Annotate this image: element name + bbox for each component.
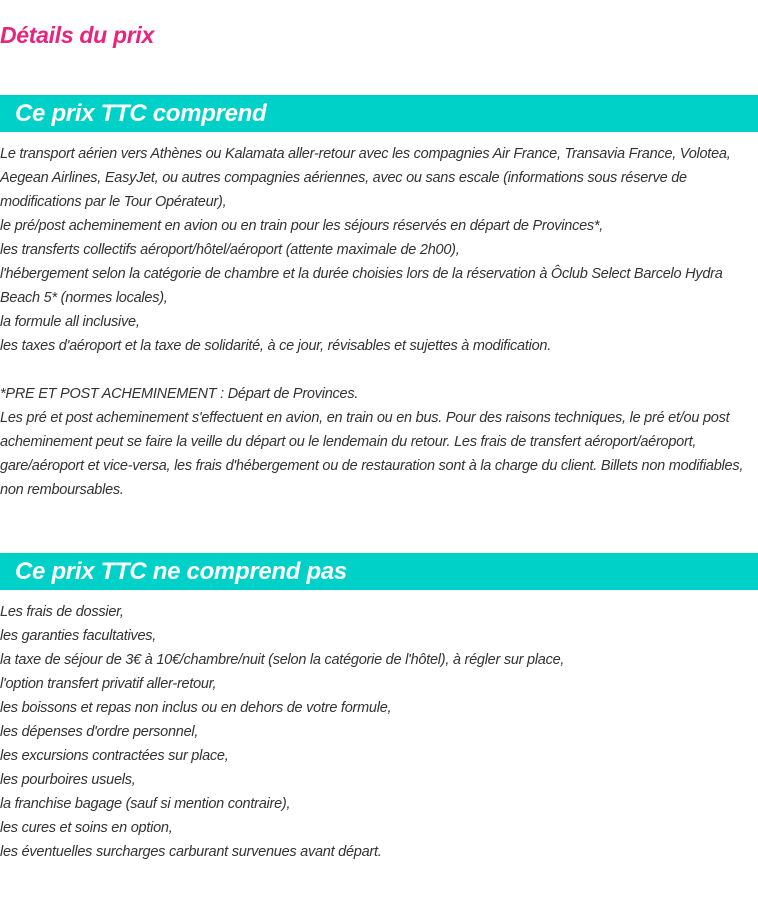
- excluded-item: Les frais de dossier,: [0, 604, 124, 620]
- included-item-transport: Le transport aérien vers Athènes ou Kalamata aller-retour avec les compagnies Air France, Transavia France, Volotea, Aegean Airlines, EasyJet, ou autres compagnies aériennes, avec ou sans escale (informations sous réserve de modifications par le Tour Opérateur),: [0, 146, 731, 210]
- pre-post-note-text: Les pré et post acheminement s'effectuent en avion, en train ou en bus. Pour des raisons techniques, le pré et/ou post acheminement peut se faire la veille du départ ou le lendemain du retour. Les frais de transfert aéroport/aéroport, gare/aéroport et vice-versa, les frais d'hébergement ou de restauration sont à la charge du client. Billets non modifiables, non remboursables.: [0, 410, 744, 498]
- excluded-item: les boissons et repas non inclus ou en dehors de votre formule,: [0, 700, 392, 716]
- excluded-item: l'option transfert privatif aller-retour,: [0, 676, 217, 692]
- pre-post-note-title: *PRE ET POST ACHEMINEMENT : Départ de Provinces.: [0, 386, 359, 402]
- excluded-item: la franchise bagage (sauf si mention contraire),: [0, 796, 291, 812]
- included-list: [0, 142, 758, 502]
- excluded-section-header: Ce prix TTC ne comprend pas: [0, 553, 758, 590]
- included-item-pre-post: le pré/post acheminement en avion ou en train pour les séjours réservés en départ de Provinces*,: [0, 218, 604, 234]
- spacer: [0, 358, 758, 382]
- page-title: Détails du prix: [0, 22, 154, 48]
- included-item-accommodation: l'hébergement selon la catégorie de chambre et la durée choisies lors de la réservation à Ôclub Select Barcelo Hydra Beach 5* (normes locales),: [0, 266, 723, 306]
- excluded-item: les éventuelles surcharges carburant survenues avant départ.: [0, 844, 382, 860]
- included-item-all-inclusive: la formule all inclusive,: [0, 314, 140, 330]
- included-section-header: Ce prix TTC comprend: [0, 95, 758, 132]
- excluded-item: les excursions contractées sur place,: [0, 748, 229, 764]
- included-item-taxes: les taxes d'aéroport et la taxe de solidarité, à ce jour, révisables et sujettes à modification.: [0, 338, 552, 354]
- included-item-transfers: les transferts collectifs aéroport/hôtel/aéroport (attente maximale de 2h00),: [0, 242, 460, 258]
- excluded-item: les dépenses d'ordre personnel,: [0, 724, 199, 740]
- excluded-item: les cures et soins en option,: [0, 820, 173, 836]
- excluded-list: [0, 600, 758, 864]
- excluded-item: les garanties facultatives,: [0, 628, 157, 644]
- excluded-item: les pourboires usuels,: [0, 772, 136, 788]
- excluded-item: la taxe de séjour de 3€ à 10€/chambre/nuit (selon la catégorie de l'hôtel), à régler sur place,: [0, 652, 565, 668]
